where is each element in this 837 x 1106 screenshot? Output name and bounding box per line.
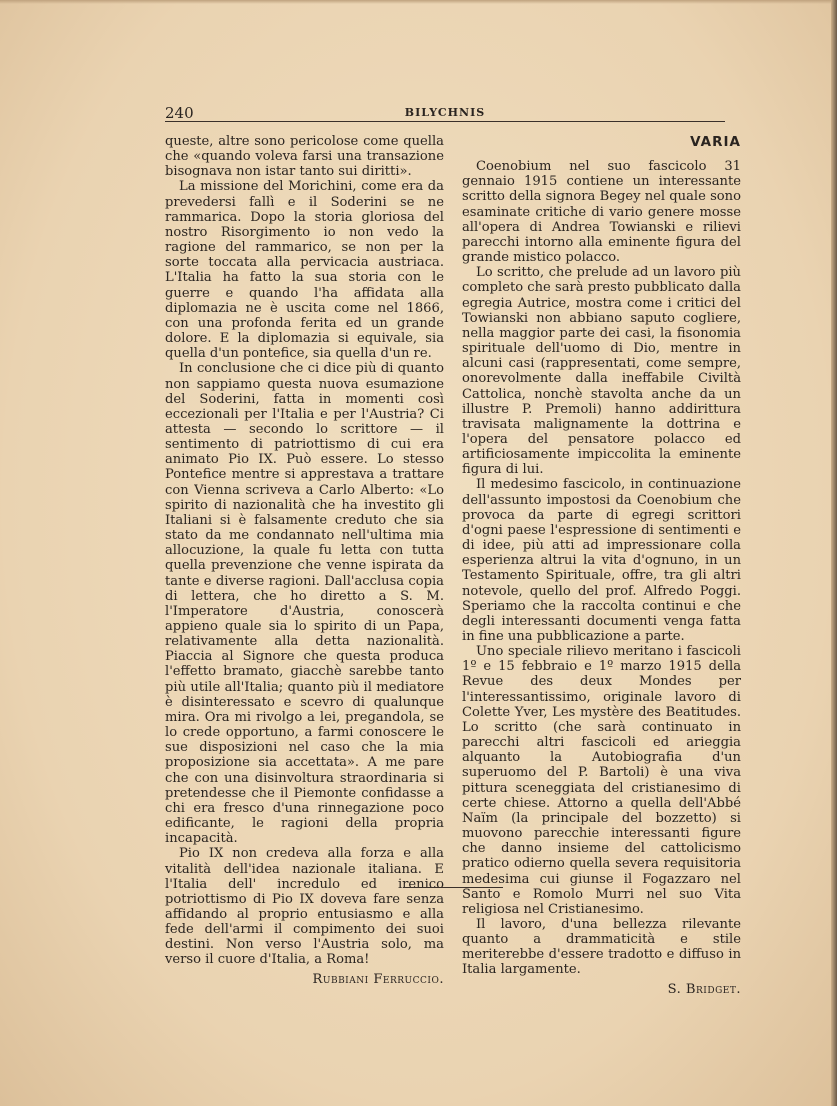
- paragraph: La missione del Morichini, come era da prevedersi fallì e il Soderini se ne rammarica. Dopo la storia gloriosa del nostro Risorgimento io non vedo la ragione del rammarico, se non per la sorte toccata alla pervicacia austriaca. L'Italia ha fatto la sua storia con le guerre e quando l'ha affidata alla diplomazia ne è uscita come nel 1866, con una profonda ferita ed un grande dolore. E la diplomazia si equivale, sia quella d'un pontefice, sia quella d'un re.: [165, 179, 444, 362]
- journal-title: BILYCHNIS: [404, 106, 486, 119]
- author-signature: Rubbiani Ferruccio.: [312, 971, 444, 987]
- page-binding-edge: [831, 0, 837, 1106]
- left-column: [165, 134, 444, 987]
- paragraph: Il lavoro, d'una bellezza rilevante quanto a drammaticità e stile meriterebbe d'essere tradotto e diffuso in Italia largamente.: [462, 916, 741, 978]
- right-column: [462, 134, 741, 997]
- page-number: 240: [165, 104, 194, 122]
- running-header: [165, 100, 725, 124]
- paragraph: Pio IX non credeva alla forza e alla vitalità dell'idea nazionale italiana. E l'Italia dell' incredulo ed irenico potriottismo di Pio IX doveva fare senza affidando al proprio entusiasmo e alla fede dell'armi il compimento dei suoi destini. Non verso l'Austria solo, ma verso il cuore d'Italia, a Roma!: [165, 846, 444, 968]
- paragraph: Coenobium nel suo fascicolo 31 gennaio 1915 contiene un interessante scritto della signora Begey nel quale sono esaminate critiche di vario genere mosse all'opera di Andrea Towianski e rilievi parecchi intorno alla eminente figura del grande mistico polacco.: [462, 159, 741, 266]
- paragraph: queste, altre sono pericolose come quella che «quando voleva farsi una transazione bisognava non istar tanto sui diritti».: [165, 134, 444, 180]
- section-title: VARIA: [690, 134, 741, 150]
- paragraph: Il medesimo fascicolo, in continuazione dell'assunto impostosi da Coenobium che provoca da parte di egregi scrittori d'ogni paese l'espressione di sentimenti e di idee, più atti ad impressionare colla esperienza altrui la vita d'ognuno, in un Testamento Spirituale, offre, tra gli altri notevole, quello del prof. Alfredo Poggi. Speriamo che la raccolta continui e che degli interessanti documenti venga fatta in fine una pubblicazione a parte.: [462, 477, 741, 644]
- paragraph: Lo scritto, che prelude ad un lavoro più completo che sarà presto pubblicato dalla egregia Autrice, mostra come i critici del Towianski non abbiano saputo cogliere, nella maggior parte dei casi, la fisonomia spirituale dell'uomo di Dio, mentre in alcuni casi (rappresentati, come sempre, onorevolmente dalla ineffabile Civiltà Cattolica, nonchè stavolta anche da un illustre P. Premoli) hanno addirittura travisata malignamente la dottrina e l'opera del pensatore polacco ed artificiosamente impiccolita la eminente figura di lui.: [462, 265, 741, 478]
- page-top-shadow: [0, 0, 837, 4]
- author-signature: S. Bridget.: [667, 981, 741, 997]
- header-rule: [165, 121, 725, 122]
- paragraph: Uno speciale rilievo meritano i fascicoli 1º e 15 febbraio e 1º marzo 1915 della Revue des deux Mondes per l'interessantissimo, originale lavoro di Colette Yver, Les mystère des Beatitudes. Lo scritto (che sarà continuato in parecchi altri fascicoli ed arieggia alquanto la Autobiografia d'un superuomo del P. Bartoli) è una viva pittura sceneggiata del cristianesimo di certe chiese. Attorno a quella dell'Abbé Naïm (la principale del bozzetto) si muovono parecchie interessanti figure che danno insieme del cattolicismo pratico odierno quella severa requisitoria medesima cui giunse il Fogazzaro nel Santo e Romolo Murri nel suo Vita religiosa nel Cristianesimo.: [462, 644, 741, 917]
- paragraph: In conclusione che ci dice più di quanto non sappiamo questa nuova esumazione del Soderini, fatta in momenti così eccezionali per l'Italia e per l'Austria? Ci attesta — secondo lo scrittore — il sentimento di patriottismo di cui era animato Pio IX. Può essere. Lo stesso Pontefice mentre si apprestava a trattare con Vienna scriveva a Carlo Alberto: «Lo spirito di nazionalità che ha investito gli Italiani si è falsamente creduto che sia stato da me condannato nell'ultima mia allocuzione, la quale fu letta con tutta quella prevenzione che venne ispirata da tante e diverse ragioni. Dall'acclusa copia di lettera, che ho diretto a S. M. l'Imperatore d'Austria, conoscerà appieno quale sia lo spirito di un Papa, relativamente alla detta nazionalità. Piaccia al Signore che questa produca l'effetto bramato, giacchè sarebbe tanto più utile all'Italia; quanto più il mediatore è disinteressato e scevro di qualunque mira. Ora mi rivolgo a lei, pregandola, se lo crede opportuno, a farmi conoscere le sue disposizioni nel caso che la mia proposizione sia accettata». A me pare che con una disinvoltura straordinaria si pretendesse che il Piemonte confidasse a chi era fresco d'una rinnegazione poco edificante, le ragioni della propria incapacità.: [165, 361, 444, 847]
- end-rule: [403, 887, 503, 888]
